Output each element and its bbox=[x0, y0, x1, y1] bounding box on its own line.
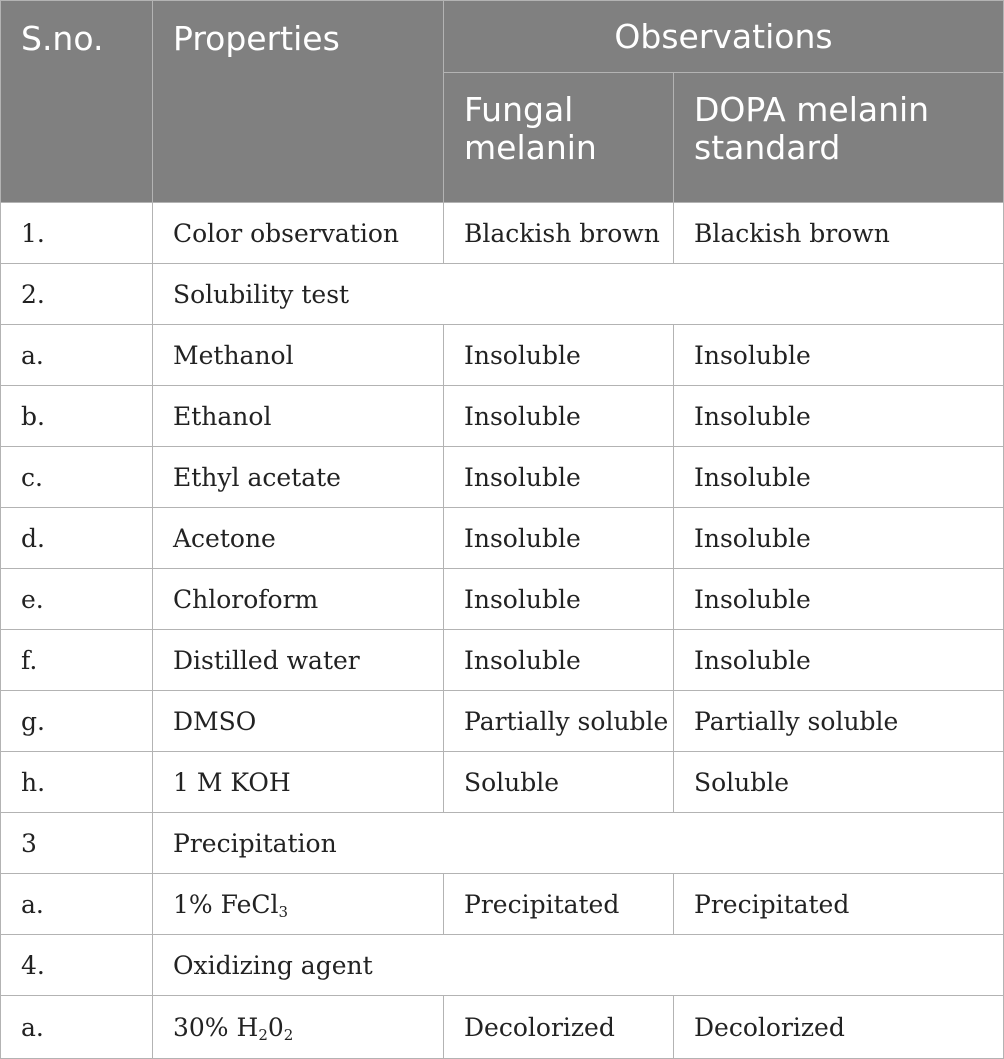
cell-dopa: Decolorized bbox=[674, 996, 1004, 1059]
cell-property: Acetone bbox=[153, 508, 444, 569]
cell-dopa: Insoluble bbox=[674, 386, 1004, 447]
cell-property bbox=[153, 874, 444, 935]
cell-property: Color observation bbox=[153, 203, 444, 264]
table-row bbox=[1, 630, 1004, 691]
cell-sno: a. bbox=[1, 325, 153, 386]
header-properties: Properties bbox=[153, 1, 444, 203]
header-observations: Observations bbox=[444, 1, 1004, 73]
cell-property: Distilled water bbox=[153, 630, 444, 691]
table-body bbox=[1, 203, 1004, 1059]
cell-dopa: Insoluble bbox=[674, 447, 1004, 508]
cell-dopa: Blackish brown bbox=[674, 203, 1004, 264]
header-dopa-melanin-standard: DOPA melanin standard bbox=[674, 73, 1004, 203]
table-row bbox=[1, 386, 1004, 447]
cell-dopa: Insoluble bbox=[674, 569, 1004, 630]
cell-sno: e. bbox=[1, 569, 153, 630]
cell-fungal: Decolorized bbox=[444, 996, 674, 1059]
property-text-mid: 0 bbox=[267, 1012, 284, 1042]
table-row bbox=[1, 325, 1004, 386]
cell-fungal: Partially soluble bbox=[444, 691, 674, 752]
cell-fungal: Soluble bbox=[444, 752, 674, 813]
cell-fungal: Insoluble bbox=[444, 386, 674, 447]
property-text: 1% FeCl bbox=[173, 889, 279, 919]
property-subscript-2: 2 bbox=[283, 1025, 294, 1044]
cell-fungal: Insoluble bbox=[444, 447, 674, 508]
table-row bbox=[1, 691, 1004, 752]
cell-sno: a. bbox=[1, 874, 153, 935]
table-header bbox=[1, 1, 1004, 203]
cell-fungal: Insoluble bbox=[444, 569, 674, 630]
cell-dopa: Insoluble bbox=[674, 630, 1004, 691]
cell-section-title: Solubility test bbox=[153, 264, 1004, 325]
table-row-section bbox=[1, 935, 1004, 996]
cell-dopa: Partially soluble bbox=[674, 691, 1004, 752]
cell-sno: b. bbox=[1, 386, 153, 447]
cell-sno: f. bbox=[1, 630, 153, 691]
table-row-section bbox=[1, 264, 1004, 325]
cell-fungal: Precipitated bbox=[444, 874, 674, 935]
cell-property bbox=[153, 996, 444, 1059]
cell-section-title: Oxidizing agent bbox=[153, 935, 1004, 996]
cell-sno: c. bbox=[1, 447, 153, 508]
table-row bbox=[1, 508, 1004, 569]
cell-sno: h. bbox=[1, 752, 153, 813]
cell-property: Methanol bbox=[153, 325, 444, 386]
cell-sno: 4. bbox=[1, 935, 153, 996]
table-row bbox=[1, 874, 1004, 935]
cell-fungal: Insoluble bbox=[444, 325, 674, 386]
header-fungal-melanin: Fungal melanin bbox=[444, 73, 674, 203]
cell-property: 1 M KOH bbox=[153, 752, 444, 813]
cell-dopa: Insoluble bbox=[674, 325, 1004, 386]
table-row bbox=[1, 996, 1004, 1059]
table-row bbox=[1, 569, 1004, 630]
cell-property: DMSO bbox=[153, 691, 444, 752]
table-row bbox=[1, 752, 1004, 813]
cell-sno: 1. bbox=[1, 203, 153, 264]
cell-sno: 2. bbox=[1, 264, 153, 325]
table-row bbox=[1, 203, 1004, 264]
cell-dopa: Insoluble bbox=[674, 508, 1004, 569]
cell-dopa: Precipitated bbox=[674, 874, 1004, 935]
property-subscript: 3 bbox=[278, 902, 289, 921]
cell-property: Ethanol bbox=[153, 386, 444, 447]
cell-section-title: Precipitation bbox=[153, 813, 1004, 874]
table-row bbox=[1, 447, 1004, 508]
cell-dopa: Soluble bbox=[674, 752, 1004, 813]
header-sno: S.no. bbox=[1, 1, 153, 203]
table-row-section bbox=[1, 813, 1004, 874]
cell-sno: 3 bbox=[1, 813, 153, 874]
property-subscript: 2 bbox=[258, 1025, 268, 1044]
cell-sno: d. bbox=[1, 508, 153, 569]
cell-fungal: Blackish brown bbox=[444, 203, 674, 264]
cell-fungal: Insoluble bbox=[444, 630, 674, 691]
cell-sno: g. bbox=[1, 691, 153, 752]
property-text: 30% H bbox=[173, 1012, 259, 1042]
cell-property: Ethyl acetate bbox=[153, 447, 444, 508]
cell-property: Chloroform bbox=[153, 569, 444, 630]
cell-sno: a. bbox=[1, 996, 153, 1059]
cell-fungal: Insoluble bbox=[444, 508, 674, 569]
